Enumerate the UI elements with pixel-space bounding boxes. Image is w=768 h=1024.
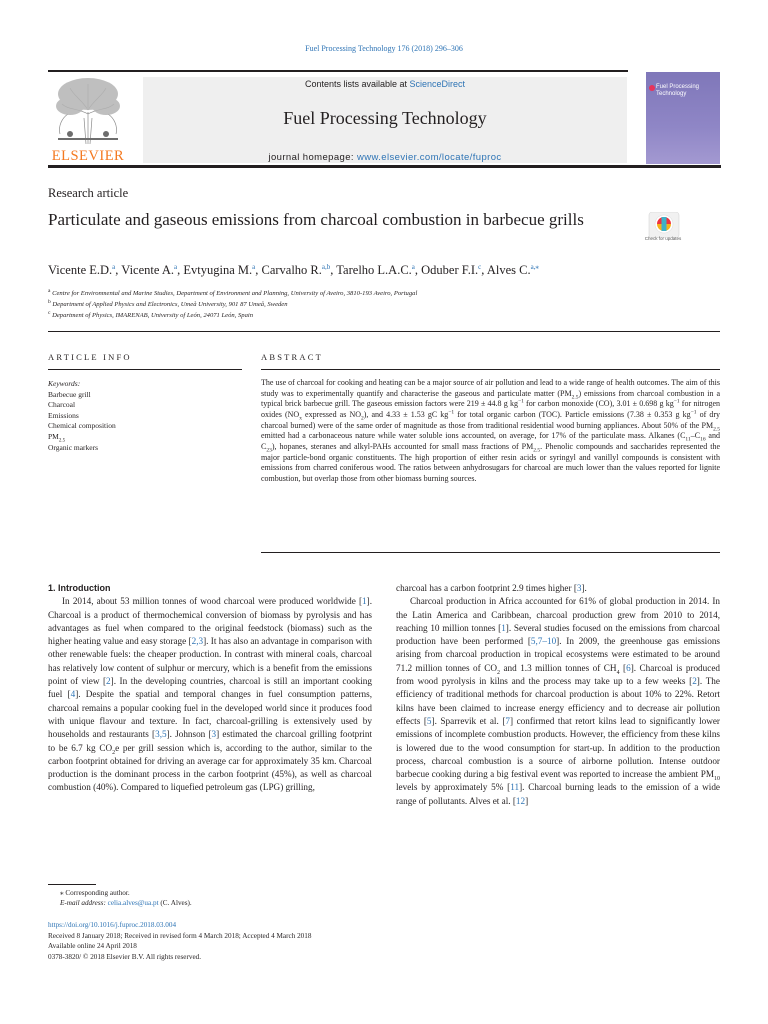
citation-link[interactable]: 1 xyxy=(501,622,506,633)
keyword-item: $PM_{2.5}$ xyxy=(48,431,66,444)
journal-reference-link[interactable]: Fuel Processing Technology 176 (2018) 296–306 xyxy=(305,44,463,53)
email-label: E-mail address: xyxy=(60,899,108,907)
author-separator: , xyxy=(255,263,262,277)
body-column-left xyxy=(48,582,372,795)
author-separator: , xyxy=(115,263,122,277)
homepage-link[interactable]: www.elsevier.com/locate/fuproc xyxy=(357,152,502,163)
citation-link[interactable]: 1 xyxy=(362,596,367,607)
author-list xyxy=(48,263,728,278)
author-affiliation-mark[interactable]: a,b xyxy=(321,262,331,271)
author-name[interactable]: Vicente E.D. xyxy=(48,263,113,277)
footnote-rule xyxy=(48,884,96,885)
author-affiliation-mark[interactable]: a xyxy=(112,262,116,271)
citation-link[interactable]: 2 xyxy=(692,676,697,687)
article-info-rule xyxy=(48,369,242,370)
keyword-item: Charcoal xyxy=(48,400,76,410)
journal-cover-thumbnail[interactable] xyxy=(646,72,720,164)
abstract-text: The use of charcoal for cooking and heating can be a major source of air pollution and lead to a wide range of health outcomes. The aim of this study was to experimentally quantify and characterise the gaseous and particulate matter $(PM_{2.5})$ emissions from charcoal combustion in a typical brick barbecue grill. The gaseous emission factors were 219 ± 44.8 g $kg^{-1}$ for carbon monoxide (CO), 3.01 ± 0.698 g $kg^{-1}$ for nitrogen oxides ($NO_x$ expressed as $NO_2$), and 4.33 ± 1.53 gC $kg^{-1}$ for total organic carbon (TOC). Particle emissions (7.38 ± 0.353 g $kg^{-1}$ of dry charcoal burned) were of the same order of magnitude as those from traditional residential wood burning appliances. About 50% of the $PM_{2.5}$ emitted had a carbonaceous nature while water soluble ions accounted, on average, for 17% of the particulate mass. Alkanes ($C_{11}-C_{16}$ and $C_{23}$), hopanes, steranes and alkyl-PAHs accounted for small mass fractions of $PM_{2.5}$. Phenolic compounds and saccharides represented the major particle-bond organic constituents. The high proportion of either resin acids or syringyl and vanillyl compounds is consistent with emissions from charred coniferous wood. The ratios between anhydrosugars for charcoal are much lower than the values reported for lignite combustion, but overlap those from other biomass burning sources. xyxy=(261,378,721,483)
elsevier-wordmark: ELSEVIER xyxy=(51,148,125,164)
citation-link[interactable]: 3 xyxy=(576,583,582,593)
crossmark-caption: Check for updates xyxy=(644,236,682,241)
email-suffix: (C. Alves). xyxy=(158,899,192,907)
author-affiliation-mark[interactable]: c xyxy=(478,262,482,271)
corresponding-author-note: ⁎ Corresponding author. xyxy=(60,889,130,897)
author-affiliation-mark[interactable]: a,⁎ xyxy=(530,262,539,271)
sciencedirect-link[interactable]: ScienceDirect xyxy=(409,79,466,89)
affiliation-text: Department of Applied Physics and Electronics, Umeå University, 901 87 Umeå, Sweden xyxy=(50,301,288,308)
publication-info xyxy=(48,920,311,962)
keyword-item: Organic markers xyxy=(48,442,99,452)
section-heading-introduction: 1. Introduction xyxy=(48,583,111,593)
affiliation-item xyxy=(48,288,728,299)
header-bottom-rule xyxy=(48,165,721,168)
journal-homepage xyxy=(143,152,627,163)
divider-rule xyxy=(48,331,720,332)
author-separator: , xyxy=(481,263,487,277)
keywords-label: Keywords: xyxy=(48,379,81,388)
crossmark-icon[interactable] xyxy=(646,212,682,250)
author-separator: , xyxy=(414,263,422,277)
doi-link[interactable]: https://doi.org/10.1016/j.fuproc.2018.03.004 xyxy=(48,921,177,929)
keyword-item: Chemical composition xyxy=(48,421,116,431)
author-name[interactable]: Vicente A. xyxy=(121,263,175,277)
citation-link[interactable]: 4 xyxy=(70,689,76,700)
citation-link[interactable]: 5 xyxy=(426,715,432,726)
affiliations xyxy=(48,288,728,321)
citation-link[interactable]: 3,5 xyxy=(155,729,167,740)
body-column-right xyxy=(396,582,720,808)
received-dates: Received 8 January 2018; Received in revised form 4 March 2018; Accepted 4 March 2018 xyxy=(48,931,312,940)
abstract-heading: ABSTRACT xyxy=(261,352,323,362)
article-title: Particulate and gaseous emissions from charcoal combustion in barbecue grills xyxy=(48,210,584,229)
online-date: Available online 24 April 2018 xyxy=(48,942,137,951)
abstract-rule xyxy=(261,369,720,370)
journal-title: Fuel Processing Technology xyxy=(283,108,487,128)
citation-link[interactable]: 2 xyxy=(106,676,111,687)
email-link[interactable]: celia.alves@ua.pt xyxy=(107,899,159,907)
citation-link[interactable]: 7 xyxy=(505,715,510,726)
citation-link[interactable]: 2,3 xyxy=(191,636,204,647)
author-name[interactable]: Oduber F.I. xyxy=(421,263,479,277)
author-affiliation-mark[interactable]: a xyxy=(411,262,415,271)
author-separator: , xyxy=(177,263,184,277)
cover-logo-icon xyxy=(649,85,655,91)
header-top-rule xyxy=(48,70,628,72)
citation-link[interactable]: 11 xyxy=(510,782,520,793)
affiliation-item xyxy=(48,310,728,321)
article-type: Research article xyxy=(48,186,129,200)
author-separator: , xyxy=(330,263,337,277)
citation-link[interactable]: 5,7–10 xyxy=(530,636,557,647)
affiliation-item xyxy=(48,299,728,310)
affiliation-mark: b xyxy=(48,298,51,305)
homepage-prefix: journal homepage: xyxy=(268,152,357,163)
keyword-item: Emissions xyxy=(48,410,79,420)
affiliation-mark: c xyxy=(48,309,51,316)
author-name[interactable]: Tarelho L.A.C. xyxy=(336,263,412,277)
contents-prefix: Contents lists available at xyxy=(304,79,410,89)
author-affiliation-mark[interactable]: a xyxy=(252,262,256,271)
author-affiliation-mark[interactable]: a xyxy=(174,262,178,271)
author-name[interactable]: Alves C. xyxy=(486,263,531,277)
abstract-bottom-rule xyxy=(261,552,720,553)
author-name[interactable]: Carvalho R. xyxy=(261,263,322,277)
article-info-heading: ARTICLE INFO xyxy=(48,352,132,362)
body-paragraph: charcoal has a carbon footprint 2.9 times higher [3]. xyxy=(396,583,587,593)
keyword-item: Barbecue grill xyxy=(48,389,91,399)
cover-title: Fuel Processing Technology xyxy=(656,84,700,97)
body-paragraph: In 2014, about 53 million tonnes of wood charcoal were produced worldwide [1]. Charcoal is a product of thermochemical conversion of biomass by pyrolysis and has advantages as fuel when compared to the original feedstock (biomass) such as the higher heating value and easy storage [2,3]. It has also an advantage in comparison with other renewable fuels: the cheaper production. In contrast with mineral coals, charcoal has relatively low content of sulphur or mercury, which is a benefit from the emissions point of view [2]. In the developing countries, charcoal is still an important cooking fuel [4]. Despite the spatial and temporal changes in fuel consumption patterns, charcoal remains a popular cooking fuel in the developed world since it produces food with unique flavour and texture. In fact, charcoal-grilling is extensively used by households and restaurants [3,5]. Johnson [3] estimated the charcoal grilling footprint to be 6.7 kg $CO_2e$ per grill session which is, according to the author, similar to the carbon footprint obtained for driving an average car for approximately 35 km. Charcoal production is the dominant process in the carbon footprint (45%), as well as charcoal combustion (40%). Compared to liquefied petroleum gas (LPG) grilling, xyxy=(48,596,373,793)
citation-link[interactable]: 12 xyxy=(515,795,526,806)
citation-link[interactable]: 6 xyxy=(626,662,631,673)
citation-link[interactable]: 3 xyxy=(211,729,217,740)
email-line xyxy=(60,898,192,908)
footnotes xyxy=(60,888,192,908)
keywords-block xyxy=(48,379,238,453)
affiliation-mark: a xyxy=(48,287,51,294)
affiliation-text: Centre for Environmental and Marine Studies, Department of Environment and Planning, University of Aveiro, 3810-193 Aveiro, Portugal xyxy=(50,290,418,297)
affiliation-text: Department of Physics, IMARENAB, University of León, 24071 León, Spain xyxy=(50,312,253,319)
body-paragraph: Charcoal production in Africa accounted for 61% of global production in 2014. In the Latin America and Caribbean, charcoal production grew from 2010 to 2014, reaching 10 million tonnes [1]. Several studies focused on the emissions from charcoal production have been performed [5,7–10]. In 2009, the greenhouse gas emissions arising from charcoal production in tropical ecosystems were estimated to be around 71.2 million tonnes of $CO_2$ and 1.3 million tonnes of $CH_4$ [6]. Charcoal is produced from wood pyrolysis in kilns and the process may take up to a few weeks [2]. The efficiency of traditional methods for charcoal production is about 10% to 22%. Retort kilns have been claimed to increase energy efficiency and to decrease air pollution effects [5]. Sparrevik et al. [7] confirmed that retort kilns lead to significantly lower emissions of incomplete combustion products. However, the efficiency from these kilns is lowered due to the wood consumption for start-up. In addition to the production process, charcoal combustion is a source of airborne pollution. Intense outdoor barbecue cooking during a big festival event was reported to increase the ambient $PM_{10}$ levels by approximately 5% [11]. Charcoal burning leads to the emission of a wide range of pollutants. Alves et al. [12] xyxy=(396,596,721,806)
copyright: 0378-3820/ © 2018 Elsevier B.V. All rights reserved. xyxy=(48,952,202,961)
author-name[interactable]: Evtyugina M. xyxy=(183,263,253,277)
contents-line xyxy=(143,79,627,89)
